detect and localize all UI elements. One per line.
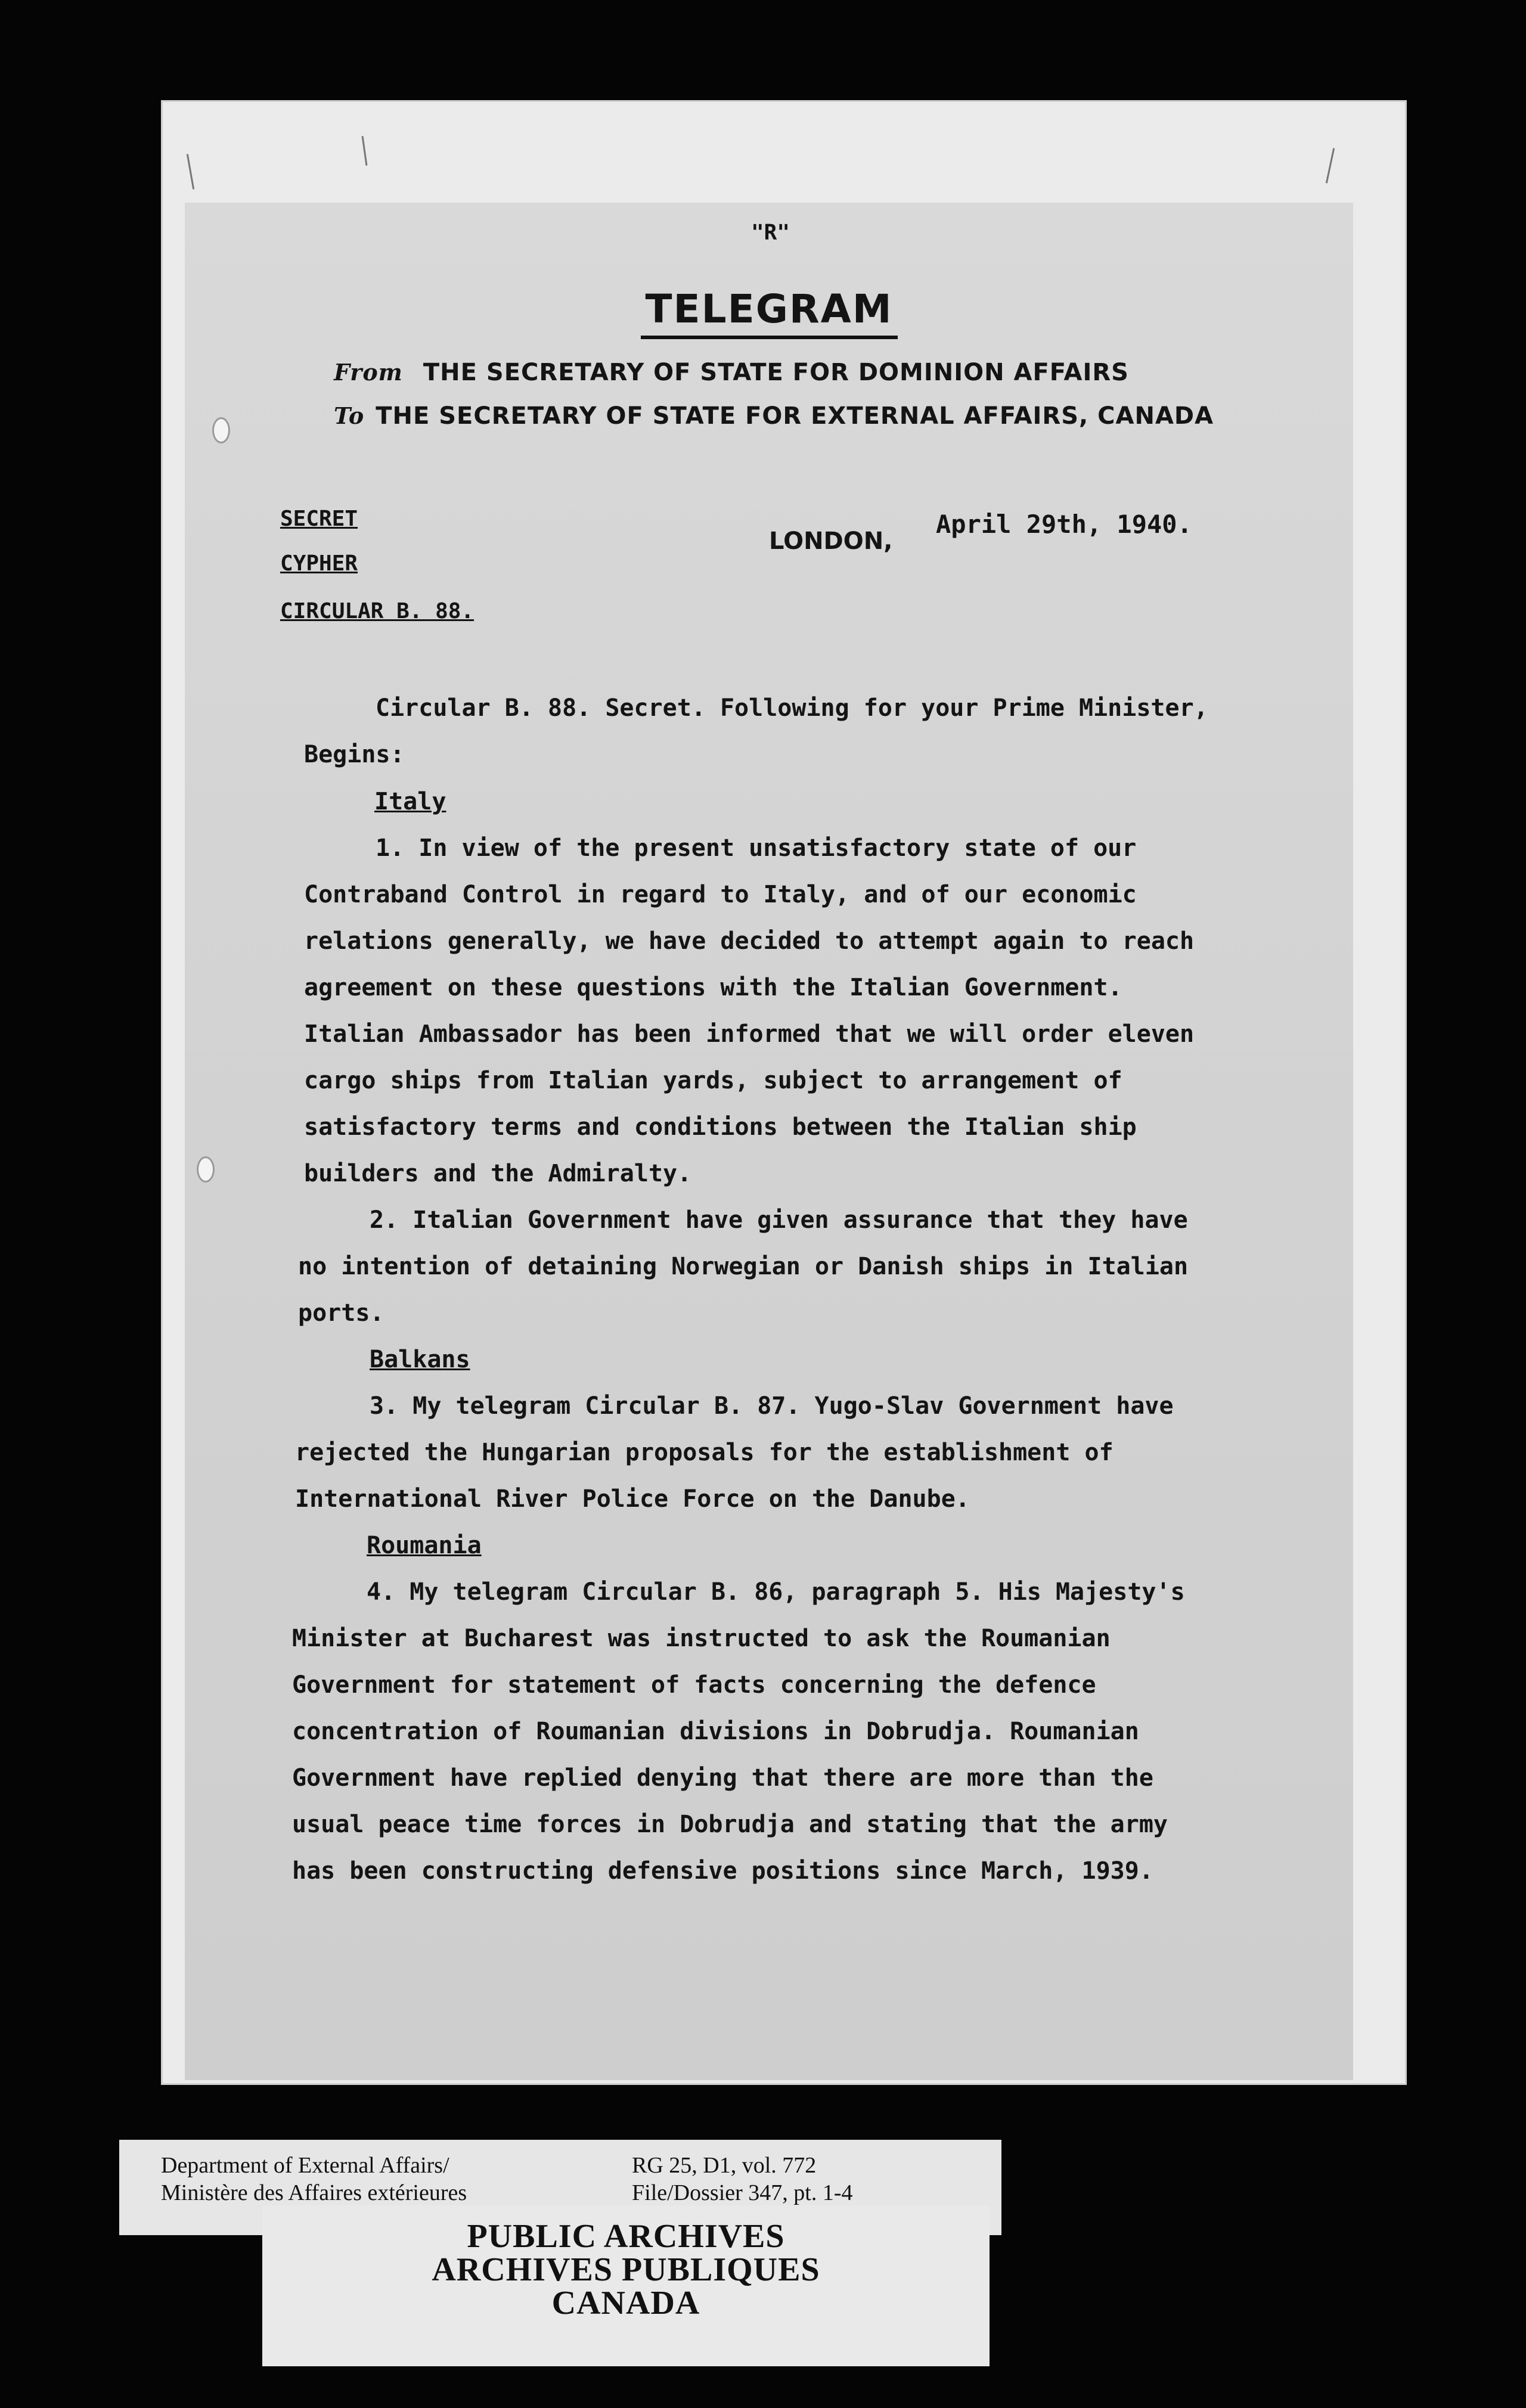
telegram-date: April 29th, 1940.: [936, 510, 1192, 539]
body-line: rejected the Hungarian proposals for the establishment of: [295, 1439, 1114, 1466]
body-line: relations generally, we have decided to attempt again to reach: [304, 927, 1195, 955]
body-line: agreement on these questions with the Italian Government.: [304, 974, 1122, 1001]
body-line: no intention of detaining Norwegian or Danish ships in Italian: [298, 1253, 1189, 1280]
body-line: International River Police Force on the Danube.: [295, 1485, 970, 1513]
archives-stamp: [262, 2205, 990, 2366]
body-line: Government for statement of facts concerning the defence: [292, 1671, 1096, 1699]
body-line: 2. Italian Government have given assurance that they have: [370, 1206, 1188, 1234]
origin-place: LONDON,: [769, 527, 893, 555]
from-label: From: [334, 359, 403, 386]
classification-circular: CIRCULAR B. 88.: [280, 599, 474, 623]
body-line: 1. In view of the present unsatisfactory state of our: [376, 834, 1137, 862]
from-value: THE SECRETARY OF STATE FOR DOMINION AFFAIRS: [423, 359, 1129, 386]
pencil-mark: [187, 154, 194, 190]
body-line: ports.: [298, 1299, 384, 1327]
department-label: Department of External Affairs/ Ministère des Affaires extérieures: [161, 2153, 467, 2205]
telegram-page: [185, 203, 1353, 2080]
to-value: THE SECRETARY OF STATE FOR EXTERNAL AFFAIRS, CANADA: [376, 402, 1214, 430]
archives-line: CANADA: [551, 2285, 700, 2322]
punch-hole: [197, 1156, 215, 1183]
from-line: [334, 359, 1129, 386]
archives-line: PUBLIC ARCHIVES: [467, 2218, 785, 2255]
body-line: concentration of Roumanian divisions in Dobrudja. Roumanian: [292, 1718, 1139, 1745]
body-line: Minister at Bucharest was instructed to ask the Roumanian: [292, 1625, 1111, 1652]
classification-secret: SECRET: [280, 507, 358, 531]
file-reference: RG 25, D1, vol. 772 File/Dossier 347, pt. 1-4: [632, 2153, 853, 2205]
body-line: Contraband Control in regard to Italy, and of our economic: [304, 881, 1137, 908]
page-title: TELEGRAM: [185, 286, 1353, 332]
section-heading-balkans: Balkans: [370, 1346, 470, 1373]
body-line: Government have replied denying that there are more than the: [292, 1764, 1153, 1792]
to-line: [334, 402, 1214, 430]
body-line: 3. My telegram Circular B. 87. Yugo-Slav Government have: [370, 1392, 1174, 1420]
body-line: Italian Ambassador has been informed that we will order eleven: [304, 1020, 1195, 1048]
intro-line: Begins:: [304, 741, 405, 768]
section-heading-italy: Italy: [374, 788, 446, 815]
punch-hole: [212, 417, 230, 443]
pencil-mark: [362, 136, 368, 166]
classification-cypher: CYPHER: [280, 551, 358, 576]
body-line: satisfactory terms and conditions between the Italian ship: [304, 1113, 1137, 1141]
pencil-mark: [1326, 148, 1335, 183]
section-heading-roumania: Roumania: [367, 1532, 482, 1559]
archives-line: ARCHIVES PUBLIQUES: [432, 2251, 820, 2288]
body-line: cargo ships from Italian yards, subject to arrangement of: [304, 1067, 1122, 1094]
classification-mark: "R": [751, 221, 790, 245]
body-line: 4. My telegram Circular B. 86, paragraph 5. His Majesty's: [367, 1578, 1185, 1606]
body-line: builders and the Admiralty.: [304, 1160, 692, 1187]
body-line: usual peace time forces in Dobrudja and stating that the army: [292, 1811, 1168, 1838]
body-line: has been constructing defensive positions since March, 1939.: [292, 1857, 1153, 1885]
intro-line: Circular B. 88. Secret. Following for your Prime Minister,: [376, 694, 1208, 722]
to-label: To: [334, 402, 365, 429]
